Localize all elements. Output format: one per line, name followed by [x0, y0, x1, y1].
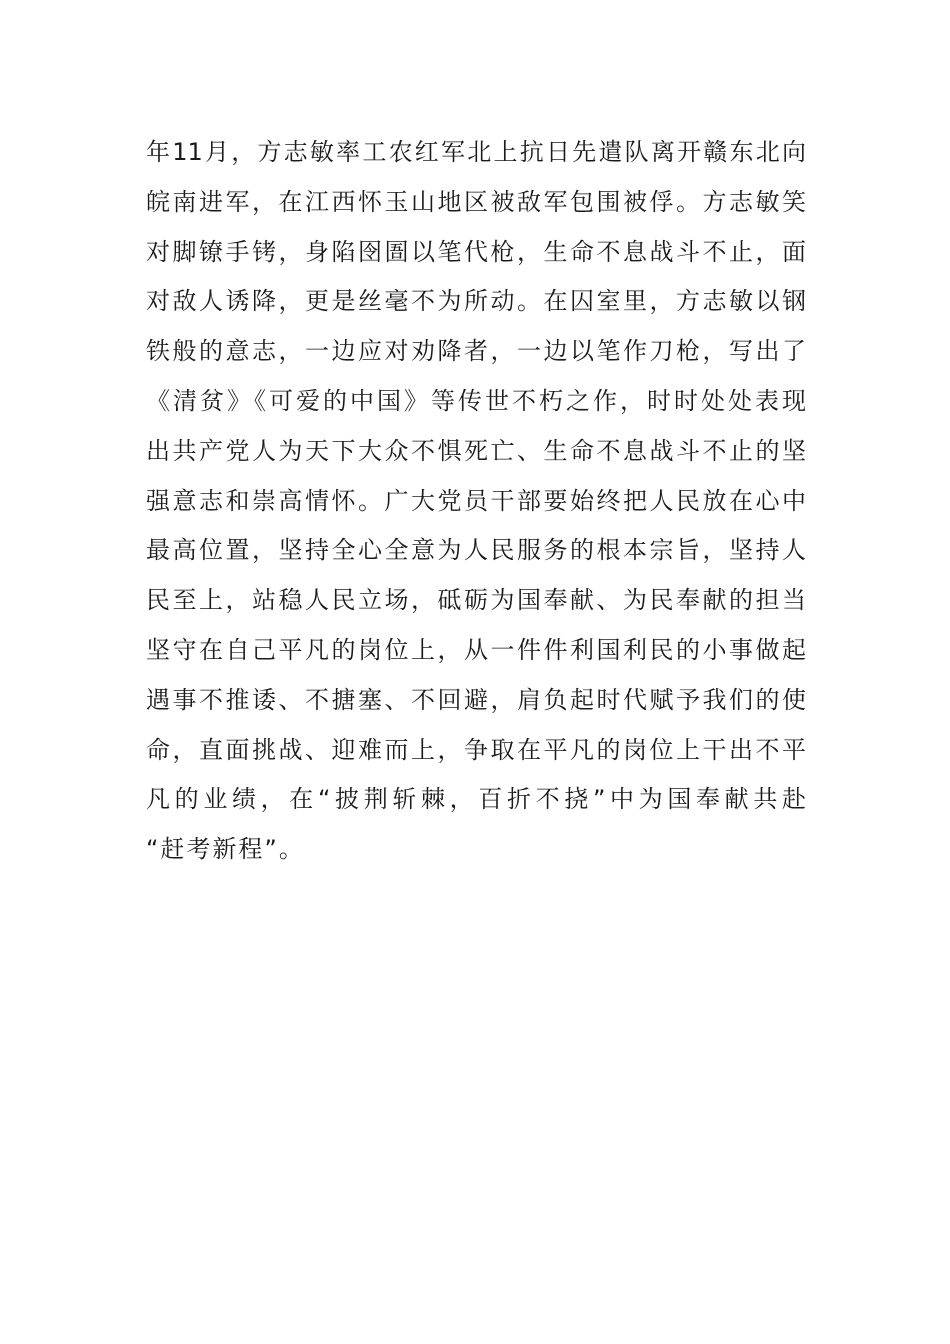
paragraph-line: 凡的业绩，在“披荆斩棘，百折不挠”中为国奉献共赴 — [146, 785, 806, 814]
paragraph-line: 出共产党人为天下大众不惧死亡、生命不息战斗不止的坚 — [146, 436, 806, 465]
paragraph-line: 遇事不推诿、不搪塞、不回避，肩负起时代赋予我们的使 — [146, 685, 806, 714]
paragraph-line: 民至上，站稳人民立场，砥砺为国奉献、为民奉献的担当 — [146, 586, 806, 615]
paragraph-line: 铁般的意志，一边应对劝降者，一边以笔作刀枪，写出了 — [146, 337, 806, 366]
paragraph-line: “赶考新程”。 — [146, 835, 305, 864]
paragraph-line: 对脚镣手铐，身陷囹圄以笔代枪，生命不息战斗不止，面 — [146, 237, 806, 266]
body-paragraph — [146, 128, 806, 875]
paragraph-line: 《清贫》《可爱的中国》等传世不朽之作，时时处处表现 — [146, 386, 806, 415]
paragraph-line: 皖南进军，在江西怀玉山地区被敌军包围被俘。方志敏笑 — [146, 187, 806, 216]
paragraph-line: 最高位置，坚持全心全意为人民服务的根本宗旨，坚持人 — [146, 536, 806, 565]
paragraph-line: 坚守在自己平凡的岗位上，从一件件利国利民的小事做起 — [146, 635, 806, 664]
paragraph-line: 命，直面挑战、迎难而上，争取在平凡的岗位上干出不平 — [146, 735, 806, 764]
paragraph-line: 强意志和崇高情怀。广大党员干部要始终把人民放在心中 — [146, 486, 806, 515]
paragraph-line: 年11月，方志敏率工农红军北上抗日先遣队离开赣东北向 — [146, 138, 806, 166]
paragraph-line: 对敌人诱降，更是丝毫不为所动。在囚室里，方志敏以钢 — [146, 287, 806, 316]
